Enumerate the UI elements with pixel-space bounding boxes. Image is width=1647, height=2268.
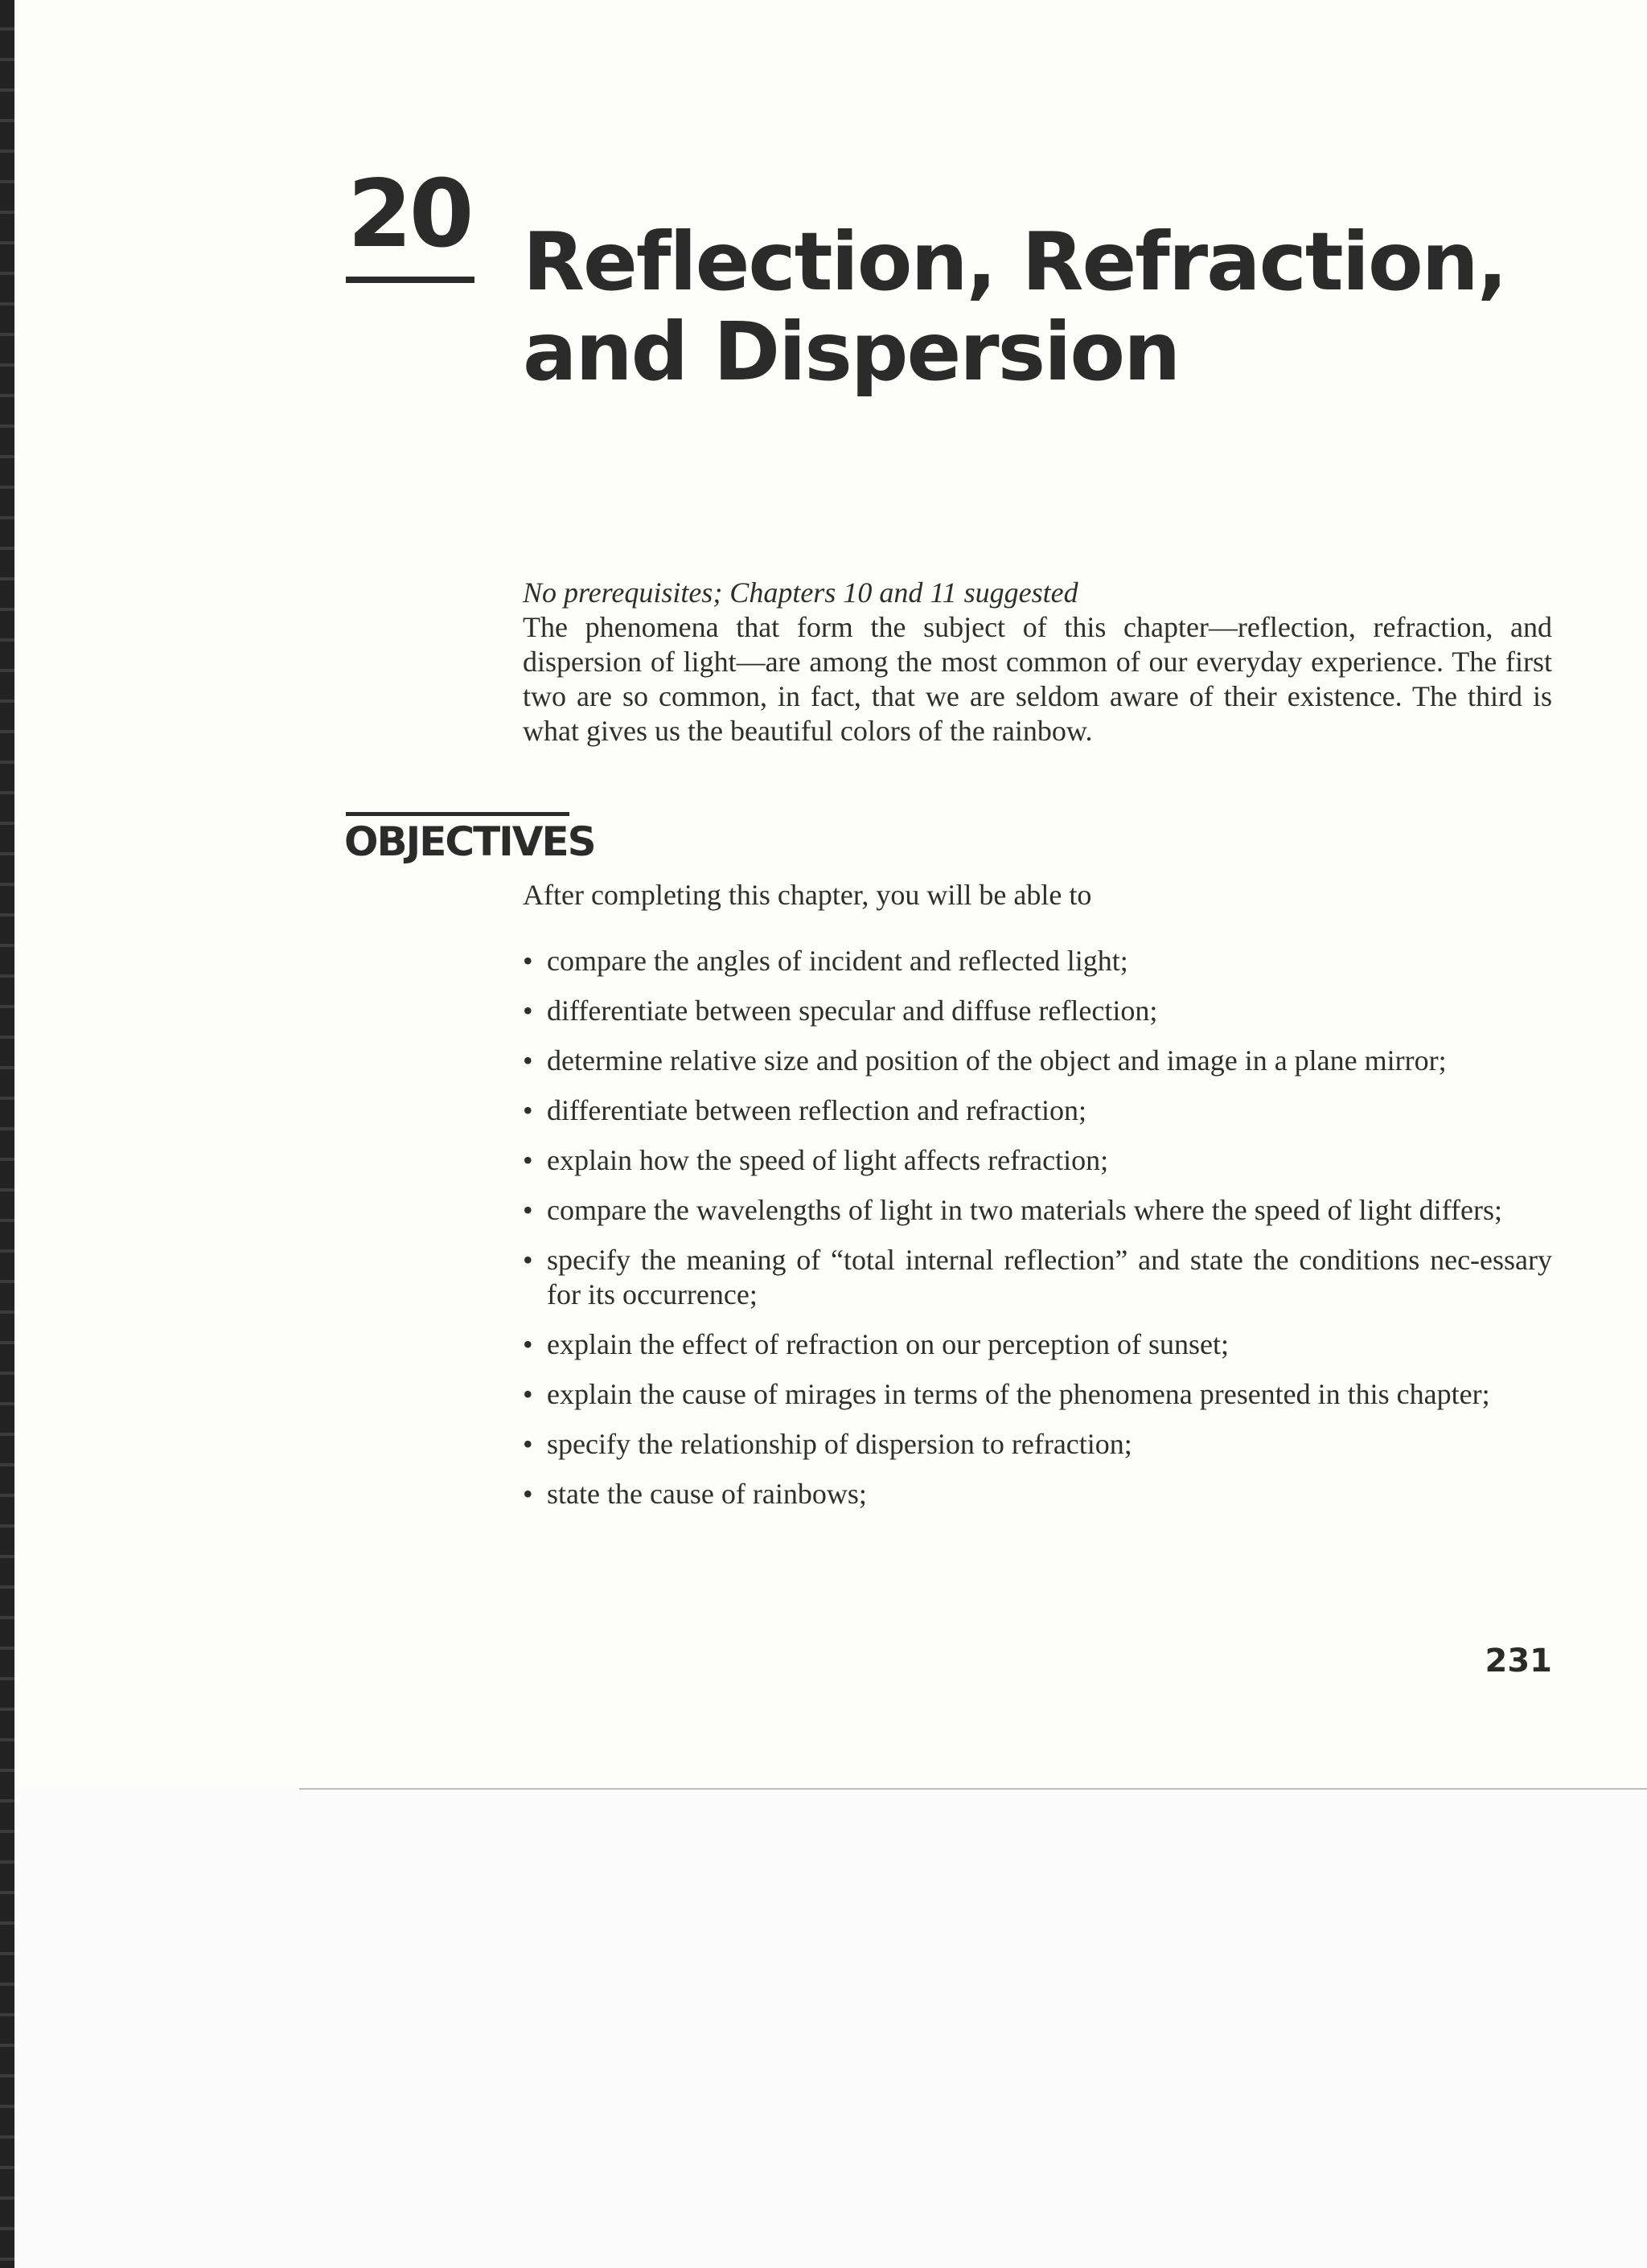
- bullet-icon: •: [523, 1044, 533, 1077]
- objectives-lead: After completing this chapter, you will be able to: [523, 879, 1092, 911]
- chapter-number-underline: [346, 277, 474, 283]
- bullet-icon: •: [523, 1144, 533, 1176]
- binding-edge: [0, 0, 14, 2268]
- objective-text: determine relative size and position of the object and image in a plane mirror;: [547, 1044, 1447, 1077]
- objective-text: explain the cause of mirages in terms of the phenomena presented in this chapter;: [547, 1378, 1490, 1410]
- bullet-icon: •: [523, 1094, 533, 1126]
- intro-paragraph: The phenomena that form the subject of this chapter—reflection, refraction, and dispersion of light—are among the most common of our everyday experience. The first two are so common, in fact, that we are seldom aware of their existence. The third is what gives us the beautiful colors of the rainbow.: [523, 611, 1552, 747]
- page-bottom-edge: [299, 1788, 1647, 1790]
- objective-item: [523, 1377, 1552, 1412]
- objective-item: [523, 1327, 1552, 1362]
- objective-text: compare the angles of incident and reflected light;: [547, 945, 1128, 977]
- bullet-icon: •: [523, 1428, 533, 1460]
- chapter-intro: [523, 576, 1552, 748]
- objective-item: [523, 1477, 1552, 1511]
- prerequisites-note: No prerequisites; Chapters 10 and 11 suggested: [523, 576, 1078, 609]
- chapter-title: [523, 217, 1568, 397]
- objectives-rule: [346, 812, 569, 816]
- objective-item: [523, 1143, 1552, 1178]
- objective-item: [523, 1193, 1552, 1228]
- bullet-icon: •: [523, 995, 533, 1027]
- bullet-icon: •: [523, 1194, 533, 1226]
- bullet-icon: •: [523, 1244, 533, 1276]
- chapter-title-line-2: and Dispersion: [523, 305, 1180, 399]
- objective-text: compare the wavelengths of light in two materials where the speed of light differs;: [547, 1194, 1502, 1226]
- objective-item: [523, 1044, 1552, 1078]
- objective-text: explain the effect of refraction on our perception of sunset;: [547, 1328, 1230, 1360]
- objective-item: [523, 1243, 1552, 1312]
- bullet-icon: •: [523, 1328, 533, 1360]
- chapter-number: 20: [347, 160, 471, 269]
- chapter-title-line-1: Reflection, Refraction,: [523, 215, 1506, 309]
- objective-item: [523, 1093, 1552, 1128]
- objective-item: [523, 1427, 1552, 1462]
- objective-item: [523, 944, 1552, 978]
- objective-text: differentiate between specular and diffuse reflection;: [547, 995, 1158, 1027]
- objective-item: [523, 994, 1552, 1028]
- scan-background: [14, 1788, 1647, 2268]
- page-number: 231: [1485, 1643, 1552, 1679]
- objective-text: differentiate between reflection and refraction;: [547, 1094, 1086, 1126]
- bullet-icon: •: [523, 1378, 533, 1410]
- bullet-icon: •: [523, 945, 533, 977]
- objectives-heading: OBJECTIVES: [344, 818, 595, 865]
- objective-text: specify the meaning of “total internal reflection” and state the conditions nec-essary for its occurrence;: [547, 1244, 1552, 1310]
- objective-text: specify the relationship of dispersion to refraction;: [547, 1428, 1132, 1460]
- objective-text: explain how the speed of light affects refraction;: [547, 1144, 1109, 1176]
- bullet-icon: •: [523, 1478, 533, 1510]
- objectives-list: [523, 944, 1552, 1527]
- objective-text: state the cause of rainbows;: [547, 1478, 867, 1510]
